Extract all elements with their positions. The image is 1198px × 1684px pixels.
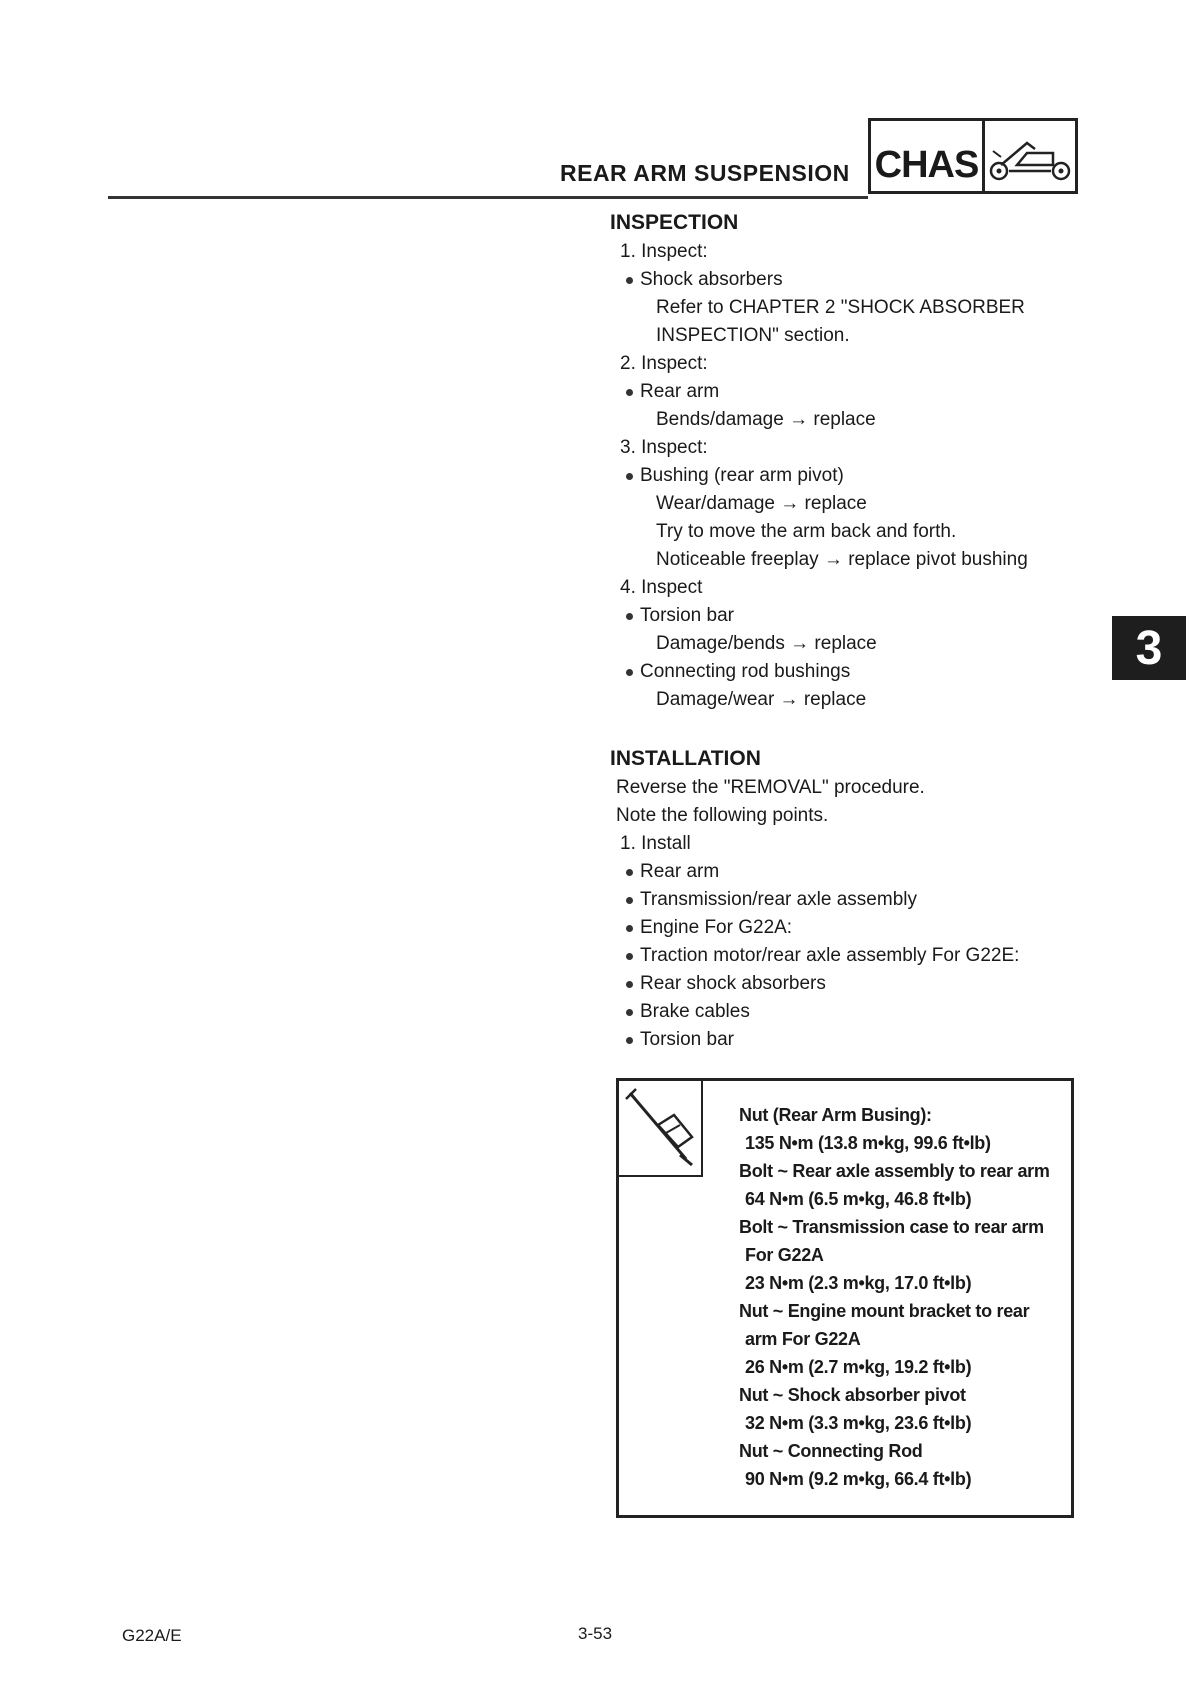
torque-value: 135 N•m (13.8 m•kg, 99.6 ft•lb)	[745, 1133, 991, 1153]
installation-intro: Reverse the "REMOVAL" procedure.	[616, 777, 925, 798]
torque-label: Bolt ~ Transmission case to rear arm	[739, 1217, 1044, 1237]
inspect-item-bushing: Bushing (rear arm pivot)	[610, 462, 1080, 490]
section-gap	[610, 714, 1080, 744]
torque-label: Nut (Rear Arm Busing):	[739, 1105, 932, 1125]
footer-model: G22A/E	[122, 1626, 182, 1645]
inspect-step-1: 1. Inspect:	[620, 241, 708, 262]
torque-label: Nut ~ Engine mount bracket to rear	[739, 1301, 1030, 1321]
inspect-step-4: 4. Inspect	[620, 577, 703, 598]
inspect-item-torsion-bar: Torsion bar	[610, 602, 1080, 630]
torque-value: For G22A	[745, 1245, 824, 1265]
torque-value: 32 N•m (3.3 m•kg, 23.6 ft•lb)	[745, 1413, 972, 1433]
torque-label: Nut ~ Connecting Rod	[739, 1441, 923, 1461]
torque-wrench-icon	[619, 1081, 703, 1177]
torque-value: 64 N•m (6.5 m•kg, 46.8 ft•lb)	[745, 1189, 972, 1209]
chas-label: CHAS	[871, 121, 985, 191]
inspection-title: INSPECTION	[610, 211, 739, 234]
header-rule	[108, 196, 868, 199]
page-number: 3-53	[578, 1624, 613, 1643]
inspect-step-3: 3. Inspect:	[620, 437, 708, 458]
install-item: Rear shock absorbers	[610, 970, 1080, 998]
torque-value: 23 N•m (2.3 m•kg, 17.0 ft•lb)	[745, 1273, 972, 1293]
inspect-note: Try to move the arm back and forth.	[656, 521, 957, 542]
chas-badge	[868, 118, 1078, 194]
install-item: Traction motor/rear axle assembly For G22E:	[610, 942, 1080, 970]
inspect-note: Wear/damage → replace	[656, 493, 867, 514]
installation-intro: Note the following points.	[616, 805, 829, 826]
inspect-item-rear-arm: Rear arm	[610, 378, 1080, 406]
install-item: Torsion bar	[610, 1026, 1080, 1054]
inspect-note: Damage/wear → replace	[656, 689, 867, 710]
inspect-note: Refer to CHAPTER 2 "SHOCK ABSORBER	[656, 297, 1025, 318]
inspect-note: Damage/bends → replace	[656, 633, 877, 654]
torque-label: Bolt ~ Rear axle assembly to rear arm	[739, 1161, 1050, 1181]
install-item: Transmission/rear axle assembly	[610, 886, 1080, 914]
torque-spec-box	[616, 1078, 1074, 1518]
install-step-1: 1. Install	[620, 833, 691, 854]
torque-value: 90 N•m (9.2 m•kg, 66.4 ft•lb)	[745, 1469, 972, 1489]
install-item: Engine For G22A:	[610, 914, 1080, 942]
inspect-note: Bends/damage → replace	[656, 409, 876, 430]
atv-chassis-icon	[985, 121, 1075, 191]
install-item: Brake cables	[610, 998, 1080, 1026]
inspect-note: Noticeable freeplay → replace pivot bushing	[656, 549, 1028, 570]
inspect-note: INSPECTION" section.	[656, 325, 850, 346]
inspect-item-shock-absorbers: Shock absorbers	[610, 266, 1080, 294]
installation-title: INSTALLATION	[610, 747, 761, 770]
page-title: REAR ARM SUSPENSION	[560, 160, 850, 186]
torque-value: arm For G22A	[745, 1329, 861, 1349]
chapter-tab: 3	[1112, 616, 1186, 680]
torque-list	[739, 1101, 1069, 1493]
main-content	[610, 208, 1080, 1054]
install-item: Rear arm	[610, 858, 1080, 886]
torque-value: 26 N•m (2.7 m•kg, 19.2 ft•lb)	[745, 1357, 972, 1377]
torque-label: Nut ~ Shock absorber pivot	[739, 1385, 966, 1405]
inspect-step-2: 2. Inspect:	[620, 353, 708, 374]
inspect-item-connecting-rod: Connecting rod bushings	[610, 658, 1080, 686]
